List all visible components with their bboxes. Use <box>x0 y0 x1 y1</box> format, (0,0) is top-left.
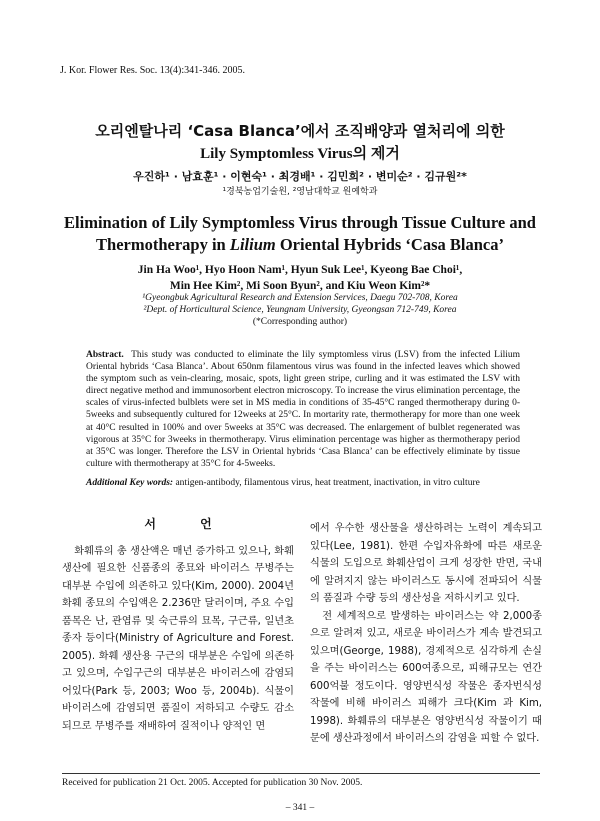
title-text: Thermotherapy in <box>96 235 230 254</box>
korean-title <box>0 120 600 166</box>
english-title-line2 <box>40 234 560 256</box>
english-authors-line2: Min Hee Kim², Mi Soon Byun², and Kiu Weon Kim²* <box>169 280 431 292</box>
keywords <box>86 478 520 488</box>
keywords-text: antigen-antibody, filamentous virus, heat treatment, inactivation, in vitro culture <box>173 478 480 488</box>
footnote-divider <box>62 773 540 774</box>
title-genus: Lilium <box>229 235 276 254</box>
page-number: – 341 – <box>285 803 315 813</box>
english-title <box>40 212 560 256</box>
abstract <box>86 349 520 470</box>
keywords-label: Additional Key words: <box>86 478 174 488</box>
english-affiliations <box>40 292 560 328</box>
korean-authors: 우진하¹ · 남효훈¹ · 이현숙¹ · 최경배¹ · 김민희² · 변미순² · 김규원²* <box>133 170 467 183</box>
english-authors <box>40 262 560 294</box>
english-title-line1: Elimination of Lily Symptomless Virus through Tissue Culture and <box>64 213 536 232</box>
title-text: Oriental Hybrids ‘Casa Blanca’ <box>275 235 504 254</box>
right-column <box>310 520 542 748</box>
korean-affiliation: ¹경북농업기술원, ²영남대학교 원예학과 <box>222 187 378 197</box>
journal-reference: J. Kor. Flower Res. Soc. 13(4):341-346. 2005. <box>60 65 245 76</box>
body-paragraph: 에서 우수한 생산물을 생산하려는 노력이 계속되고 있다(Lee, 1981). 한편 수입자유화에 따른 새로운 식물의 도입으로 화훼산업이 크게 성장한 반면, 국내에 알려지지 않는 바이러스도 동시에 전파되어 식물의 품질과 수량 등의 생산성을 저하시키고 있다. <box>310 523 542 604</box>
corresponding-author-note: (*Corresponding author) <box>252 317 348 327</box>
english-authors-line1: Jin Ha Woo¹, Hyo Hoon Nam¹, Hyun Suk Lee¹, Kyeong Bae Choi¹, <box>137 264 463 276</box>
received-note: Received for publication 21 Oct. 2005. Accepted for publication 30 Nov. 2005. <box>62 778 363 788</box>
left-column <box>62 516 294 735</box>
affiliation-2: ²Dept. of Horticultural Science, Yeungnam University, Gyeongsan 712-749, Korea <box>143 305 457 315</box>
korean-title-line2: Lily Symptomless Virus의 제거 <box>200 146 400 162</box>
body-paragraph: 전 세계적으로 발생하는 바이러스는 약 2,000종으로 알려져 있고, 새로운 바이러스가 계속 발견되고 있으며(George, 1988), 경제적으로 심각하게 손실을 주는 바이러스는 600여종으로, 피해규모는 연간 600억불 정도이다. 영양번식성 작물은 종자번식성 작물에 비해 바이러스 피해가 크다(Kim 과 Kim, 1998). 화훼류의 대부분은 영양번식성 작물이기 때문에 생산과정에서 바이러스의 감염을 피할 수 없다. <box>310 610 542 744</box>
section-heading: 서 언 <box>144 517 232 531</box>
korean-title-line1: 오리엔탈나리 ‘Casa Blanca’에서 조직배양과 열처리에 의한 <box>95 122 505 140</box>
abstract-label: Abstract. <box>86 350 124 360</box>
affiliation-1: ¹Gyeongbuk Agricultural Research and Extension Services, Daegu 702-708, Korea <box>142 293 458 303</box>
abstract-text: This study was conducted to eliminate the lily symptomless virus (LSV) from the infected Lilium Oriental hybrids ‘Casa Blanca’. About 650nm filamentous virus was found in the infected leaves which showed the symptom such as vein-clearing, mosaic, spots, light green stripe, curling and it was estimated the LSV with direct negative method and immunosorbent electron microscopy. To increase the virus elimination percentage, the scales of virus-infected bulblets were set in MS media in conditions of 35-45°C ranged thermotherapy during 0-5weeks and subsequently cultured for 12weeks at 25°C. In mortarity rate, thermotherapy for more than one week at 40°C resulted in 100% and over 5weeks at 35°C was decreased. The enlargement of bulblet regenerated was vigorous at 35°C for 3weeks in thermotherapy. Virus elimination percentage was higher as thermotherapy period at 35°C was longer. Therefore the LSV in Oriental hybrids ‘Casa Blanca’ can be effectively eliminate by tissue culture with thermotherapy at 35°C for 4-5weeks. <box>86 350 521 469</box>
body-paragraph: 화훼류의 총 생산액은 매년 증가하고 있으나, 화훼 생산에 필요한 신품종의 종묘와 바이러스 무병주는 대부분 수입에 의존하고 있다(Kim, 2000). 2004년 화훼 종묘의 수입액은 2.236만 달러이며, 주요 수입품목은 난, 관엽류 및 숙근류의 묘목, 구근류, 일년초 종자 등이다(Ministry of Agriculture and Forest. 2005). 화훼 생산용 구근의 대부분은 수입에 의존하고 있으며, 수입구근의 대부분은 바이러스에 감염되어있다(Park 등, 2003; Woo 등, 2004b). 식물이 바이러스에 감염되면 품질이 저하되고 수량도 감소되므로 무병주를 재배하여 질적이나 양적인 면 <box>62 545 294 732</box>
